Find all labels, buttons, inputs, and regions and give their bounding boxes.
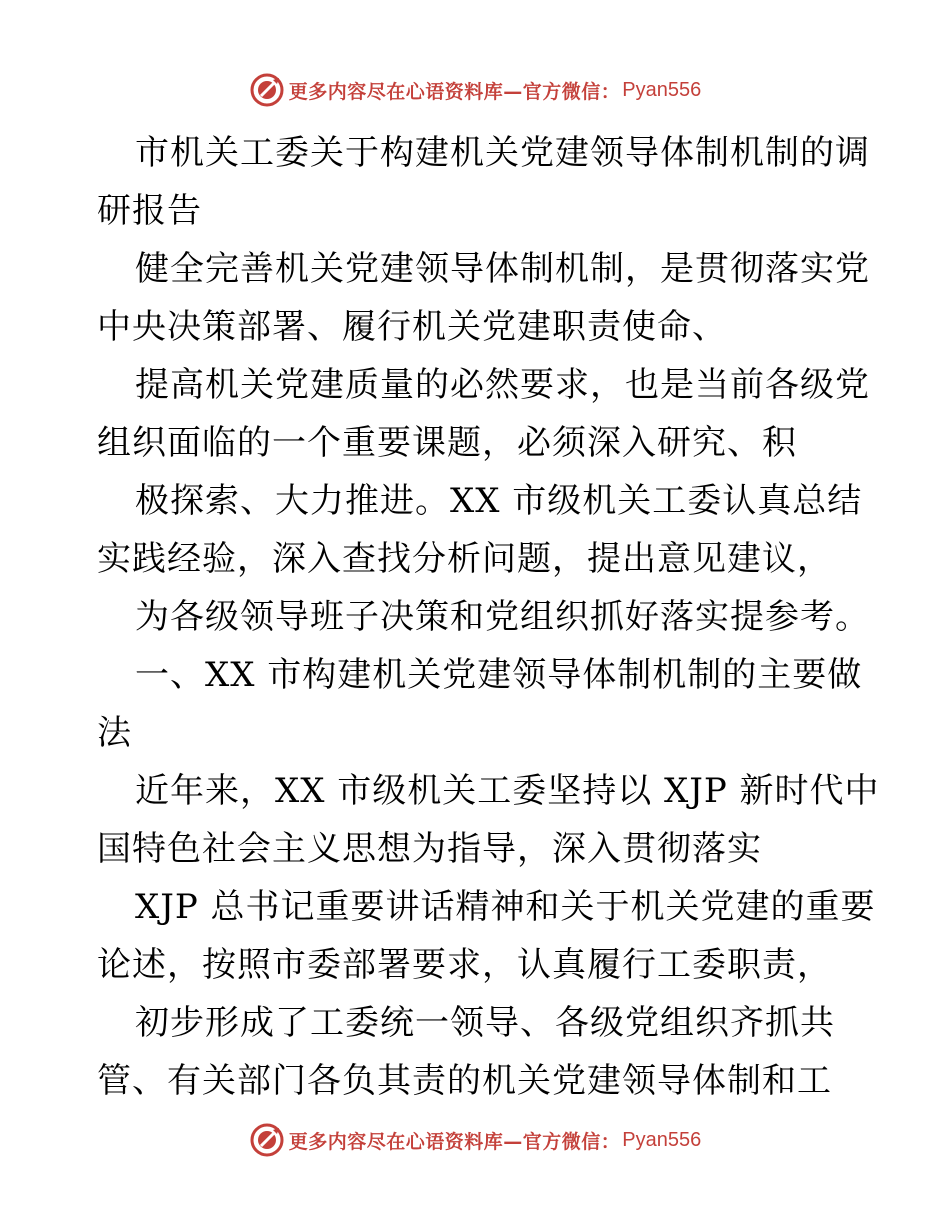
- watermark-banner-top: [0, 70, 950, 110]
- paragraph-line: 管、有关部门各负其责的机关党建领导体制和工: [97, 1061, 832, 1101]
- brand-logo-icon: [249, 1122, 285, 1158]
- doc-title-line-2: 研报告: [97, 191, 202, 231]
- section-heading-line-1: 一、XX 市构建机关党建领导体制机制的主要做: [135, 655, 863, 695]
- paragraph-line: 极探索、大力推进。XX 市级机关工委认真总结: [135, 481, 863, 521]
- paragraph-line: 初步形成了工委统一领导、各级党组织齐抓共: [135, 1003, 835, 1043]
- watermark-text: 更多内容尽在心语资料库—官方微信：: [288, 1130, 621, 1153]
- paragraph-line: 中央决策部署、履行机关党建职责使命、: [97, 307, 727, 347]
- watermark-id: Pyan556: [622, 1128, 702, 1151]
- paragraph-line: 论述，按照市委部署要求，认真履行工委职责，: [97, 945, 832, 985]
- paragraph-line: 国特色社会主义思想为指导，深入贯彻落实: [97, 829, 762, 869]
- watermark-id: Pyan556: [622, 78, 702, 101]
- paragraph-line: XJP 总书记重要讲话精神和关于机关党建的重要: [135, 887, 876, 927]
- paragraph-line: 提高机关党建质量的必然要求，也是当前各级党: [135, 365, 870, 405]
- paragraph-line: 为各级领导班子决策和党组织抓好落实提参考。: [135, 597, 870, 637]
- doc-title-line-1: 市机关工委关于构建机关党建领导体制机制的调: [135, 133, 870, 173]
- paragraph-line: 组织面临的一个重要课题，必须深入研究、积: [97, 423, 797, 463]
- watermark-banner-bottom: [0, 1120, 950, 1160]
- paragraph-line: 近年来，XX 市级机关工委坚持以 XJP 新时代中: [135, 771, 880, 811]
- section-heading-line-2: 法: [97, 713, 132, 753]
- paragraph-line: 实践经验，深入查找分析问题，提出意见建议，: [97, 539, 832, 579]
- brand-logo-icon: [249, 72, 285, 108]
- watermark-text: 更多内容尽在心语资料库—官方微信：: [288, 80, 621, 103]
- paragraph-line: 健全完善机关党建领导体制机制，是贯彻落实党: [135, 249, 870, 289]
